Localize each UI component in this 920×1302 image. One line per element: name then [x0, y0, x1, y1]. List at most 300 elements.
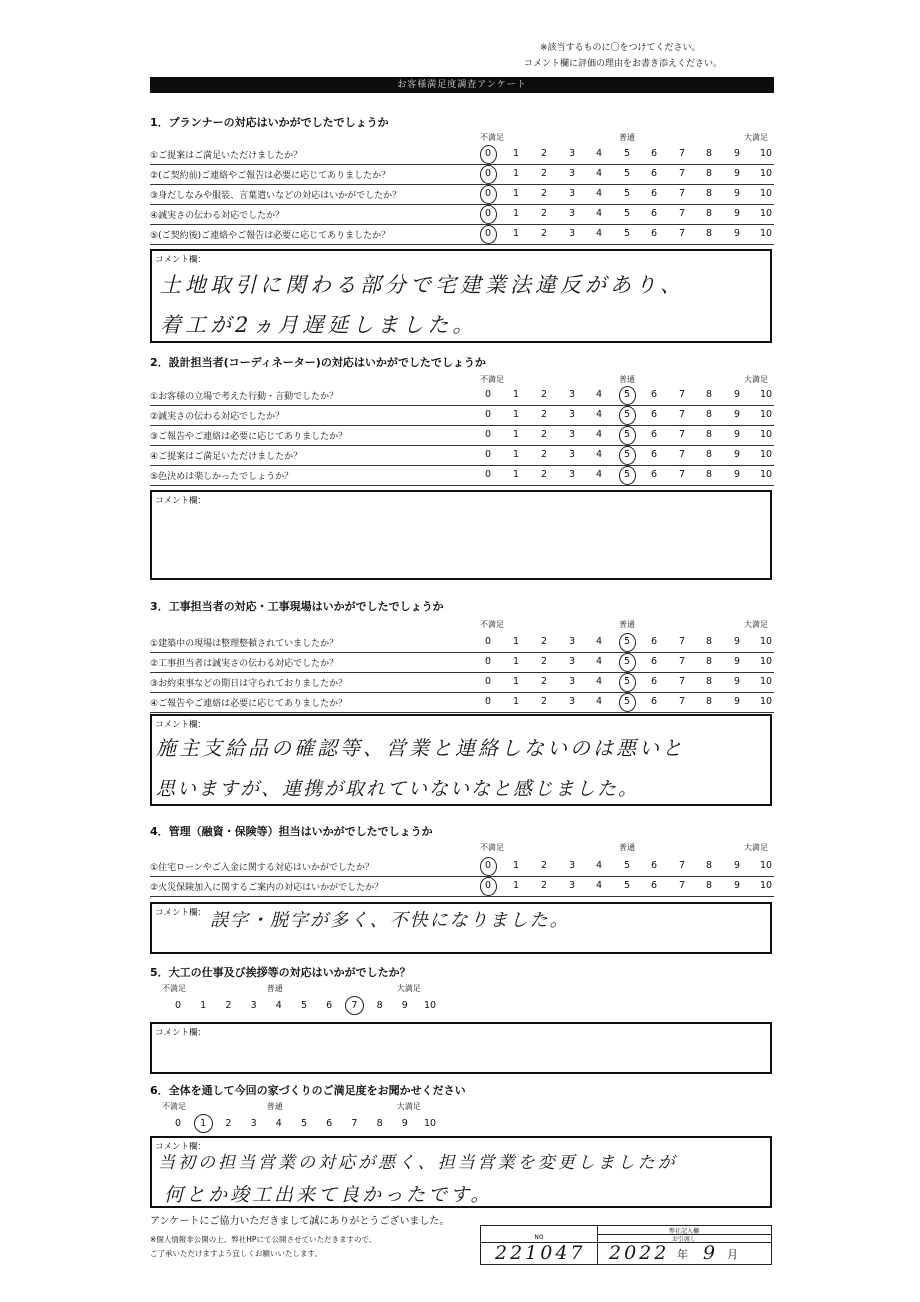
- rating-option[interactable]: 3: [250, 1000, 257, 1011]
- thanks-message: アンケートにご協力いただきまして誠にありがとうございました。: [150, 1216, 450, 1227]
- rating-option[interactable]: 6: [650, 389, 658, 400]
- rating-option[interactable]: 4: [595, 429, 603, 440]
- rating-option[interactable]: 1: [512, 148, 520, 159]
- rating-option[interactable]: 9: [733, 676, 741, 687]
- month-unit: 月: [727, 1248, 738, 1261]
- rating-option[interactable]: 1: [512, 208, 520, 219]
- rating-option[interactable]: 6: [326, 1000, 333, 1011]
- rating-option[interactable]: 5: [623, 188, 631, 199]
- rating-option[interactable]: 4: [595, 636, 603, 647]
- question-row: [150, 386, 774, 406]
- rating-option[interactable]: 7: [678, 389, 686, 400]
- scale-high-label: 大満足: [396, 984, 421, 993]
- rating-option[interactable]: 2: [540, 469, 548, 480]
- office-use-label: 弊社記入欄: [668, 1228, 699, 1235]
- rating-option[interactable]: 3: [568, 449, 576, 460]
- handover-year: 2022: [609, 1242, 670, 1264]
- rating-option[interactable]: 2: [540, 228, 548, 239]
- rating-option[interactable]: 1: [512, 188, 520, 199]
- section-3-comment-line-1: 施主支給品の確認等、営業と連絡しないのは悪いと: [156, 736, 685, 760]
- question-row: [150, 426, 774, 446]
- rating-option[interactable]: 2: [540, 636, 548, 647]
- rating-option[interactable]: 9: [733, 449, 741, 460]
- question-text: ①住宅ローンやご入金に関する対応はいかがでしたか？: [150, 863, 374, 873]
- rating-option[interactable]: 8: [705, 696, 713, 707]
- rating-option[interactable]: 8: [705, 188, 713, 199]
- scale-mid-label: 普通: [619, 843, 635, 852]
- scale-mid-label: 普通: [266, 984, 283, 993]
- rating-option[interactable]: 2: [540, 429, 548, 440]
- rating-option[interactable]: 5: [623, 860, 631, 871]
- comment-label: コメント欄：: [155, 1028, 207, 1038]
- office-use-box: [480, 1225, 772, 1265]
- selected-rating-circle: [619, 693, 636, 712]
- rating-option[interactable]: 1: [512, 168, 520, 179]
- rating-option[interactable]: 2: [540, 696, 548, 707]
- rating-option[interactable]: 3: [568, 656, 576, 667]
- rating-option[interactable]: 0: [484, 860, 492, 871]
- question-text: ⑤(ご契約後)ご連絡やご報告は必要に応じてありましたか？: [150, 231, 391, 241]
- rating-option[interactable]: 10: [759, 696, 773, 707]
- rating-option[interactable]: 8: [705, 449, 713, 460]
- question-text: ③ご報告やご連絡は必要に応じてありましたか？: [150, 432, 348, 442]
- rating-option[interactable]: 1: [512, 676, 520, 687]
- section-6-comment-line-1: 当初の担当営業の対応が悪く、担当営業を変更しましたが: [158, 1153, 678, 1173]
- rating-option[interactable]: 10: [759, 656, 773, 667]
- rating-option[interactable]: 7: [678, 409, 686, 420]
- rating-option[interactable]: 5: [623, 148, 631, 159]
- rating-option[interactable]: 8: [705, 409, 713, 420]
- rating-option[interactable]: 7: [678, 696, 686, 707]
- rating-option[interactable]: 8: [705, 656, 713, 667]
- rating-option[interactable]: 5: [623, 656, 631, 667]
- rating-option[interactable]: 1: [512, 389, 520, 400]
- rating-option[interactable]: 0: [484, 429, 492, 440]
- section-6-comment-box[interactable]: [150, 1136, 772, 1208]
- rating-option[interactable]: 2: [540, 860, 548, 871]
- privacy-note-2: ご了承いただけますよう宜しくお願いいたします。: [150, 1249, 322, 1258]
- rating-option[interactable]: 9: [733, 656, 741, 667]
- scale-mid-label: 普通: [619, 375, 635, 384]
- rating-option[interactable]: 10: [759, 409, 773, 420]
- comment-label: コメント欄：: [155, 496, 207, 506]
- rating-option[interactable]: 0: [484, 208, 492, 219]
- rating-option[interactable]: 2: [540, 449, 548, 460]
- rating-option[interactable]: 7: [678, 656, 686, 667]
- rating-option[interactable]: 7: [678, 860, 686, 871]
- rating-option[interactable]: 9: [733, 469, 741, 480]
- rating-option[interactable]: 4: [595, 148, 603, 159]
- rating-option[interactable]: 9: [733, 880, 741, 891]
- survey-title-banner: お客様満足度調査アンケート: [150, 77, 774, 93]
- rating-option[interactable]: 0: [484, 409, 492, 420]
- rating-option[interactable]: 5: [623, 389, 631, 400]
- rating-option[interactable]: 5: [300, 1000, 308, 1011]
- rating-option[interactable]: 6: [650, 469, 658, 480]
- rating-option[interactable]: 8: [705, 148, 713, 159]
- rating-option[interactable]: 8: [705, 880, 713, 891]
- rating-option[interactable]: 9: [733, 860, 741, 871]
- question-row: [150, 205, 774, 225]
- rating-option[interactable]: 7: [678, 188, 686, 199]
- rating-option[interactable]: 5: [623, 880, 631, 891]
- rating-option[interactable]: 10: [759, 168, 773, 179]
- section-4-comment-box[interactable]: [150, 902, 772, 954]
- rating-option[interactable]: 4: [595, 409, 603, 420]
- comment-label: コメント欄：: [155, 720, 207, 730]
- rating-option[interactable]: 9: [733, 168, 741, 179]
- rating-option[interactable]: 4: [595, 880, 603, 891]
- selected-rating-circle: [619, 466, 636, 485]
- section-1-comment-line-1: 土地取引に関わる部分で宅建業法違反があり、: [160, 273, 685, 297]
- selected-rating-circle: [480, 165, 497, 184]
- rating-option[interactable]: 1: [512, 696, 520, 707]
- rating-option[interactable]: 0: [174, 1000, 182, 1011]
- section-5-title: 5．大工の仕事及び挨拶等の対応はいかがでしたか？: [150, 966, 411, 979]
- rating-option[interactable]: 2: [540, 148, 548, 159]
- rating-option[interactable]: 4: [595, 469, 603, 480]
- question-row: [150, 673, 774, 693]
- rating-option[interactable]: 6: [650, 409, 658, 420]
- rating-option[interactable]: 6: [326, 1118, 333, 1129]
- rating-option[interactable]: 2: [225, 1000, 232, 1011]
- question-row: [150, 145, 774, 165]
- rating-option[interactable]: 10: [423, 1118, 437, 1129]
- rating-option[interactable]: 0: [484, 168, 492, 179]
- rating-option[interactable]: 10: [423, 1000, 437, 1011]
- rating-option[interactable]: 5: [623, 696, 631, 707]
- scale-low-label: 不満足: [480, 843, 504, 852]
- rating-option[interactable]: 7: [678, 449, 686, 460]
- selected-rating-circle: [194, 1114, 213, 1133]
- rating-option[interactable]: 2: [540, 389, 548, 400]
- rating-option[interactable]: 6: [650, 188, 658, 199]
- rating-option[interactable]: 7: [678, 469, 686, 480]
- question-text: ①お客様の立場で考えた行動・言動でしたか？: [150, 392, 339, 402]
- section-5-comment-box[interactable]: [150, 1022, 772, 1074]
- question-text: ①ご提案はご満足いただけましたか？: [150, 151, 303, 161]
- rating-option[interactable]: 10: [759, 469, 773, 480]
- rating-option[interactable]: 4: [595, 449, 603, 460]
- rating-option[interactable]: 8: [705, 860, 713, 871]
- rating-option[interactable]: 10: [759, 636, 773, 647]
- question-text: ②誠実さの伝わる対応でしたか？: [150, 412, 285, 422]
- rating-option[interactable]: 7: [678, 228, 686, 239]
- handover-label: お引渡し: [671, 1236, 696, 1243]
- question-text: ②火災保険加入に関するご案内の対応はいかがでしたか？: [150, 883, 384, 893]
- rating-option[interactable]: 6: [650, 656, 658, 667]
- rating-option[interactable]: 5: [623, 168, 631, 179]
- section-2-comment-box[interactable]: [150, 490, 772, 580]
- rating-option[interactable]: 2: [540, 188, 548, 199]
- rating-option[interactable]: 7: [678, 636, 686, 647]
- rating-option[interactable]: 4: [595, 676, 603, 687]
- rating-option[interactable]: 8: [705, 228, 713, 239]
- question-row: [150, 633, 774, 653]
- selected-rating-circle: [480, 225, 497, 244]
- scale-high-label: 大満足: [744, 620, 768, 629]
- selected-rating-circle: [480, 145, 497, 164]
- rating-option[interactable]: 9: [401, 1118, 408, 1129]
- selected-rating-circle: [619, 406, 636, 425]
- rating-option[interactable]: 6: [650, 860, 658, 871]
- rating-option[interactable]: 8: [705, 676, 713, 687]
- year-unit: 年: [677, 1248, 688, 1261]
- no-label: NO: [534, 1234, 544, 1241]
- rating-option[interactable]: 0: [484, 188, 492, 199]
- rating-option[interactable]: 7: [678, 676, 686, 687]
- rating-option[interactable]: 4: [275, 1000, 282, 1011]
- rating-option[interactable]: 6: [650, 676, 658, 687]
- question-text: ⑤色決めは楽しかったでしょうか？: [150, 472, 294, 482]
- rating-option[interactable]: 4: [595, 228, 603, 239]
- rating-option[interactable]: 3: [568, 168, 576, 179]
- rating-option[interactable]: 0: [484, 148, 492, 159]
- selected-rating-circle: [345, 996, 364, 1015]
- rating-option[interactable]: 9: [733, 429, 741, 440]
- rating-option[interactable]: 7: [351, 1000, 358, 1011]
- rating-option[interactable]: 1: [512, 636, 520, 647]
- scale-low-label: 不満足: [162, 1102, 186, 1111]
- section-1-comment-line-2: 着工が2ヵ月遅延しました。: [160, 313, 478, 337]
- section-1-comment-box[interactable]: [150, 249, 772, 343]
- rating-option[interactable]: 10: [759, 148, 773, 159]
- rating-option[interactable]: 10: [759, 208, 773, 219]
- rating-option[interactable]: 3: [568, 880, 576, 891]
- question-text: ④ご報告やご連絡は必要に応じてありましたか？: [150, 699, 348, 709]
- rating-option[interactable]: 3: [568, 860, 576, 871]
- rating-option[interactable]: 9: [733, 228, 741, 239]
- survey-number: 221047: [495, 1242, 586, 1264]
- rating-option[interactable]: 6: [650, 636, 658, 647]
- question-row: [150, 877, 774, 897]
- comment-label: コメント欄：: [155, 1142, 207, 1152]
- rating-option[interactable]: 1: [512, 429, 520, 440]
- rating-option[interactable]: 8: [705, 636, 713, 647]
- rating-option[interactable]: 5: [623, 429, 631, 440]
- question-text: ④誠実さの伝わる対応でしたか？: [150, 211, 285, 221]
- rating-option[interactable]: 2: [540, 208, 548, 219]
- rating-option[interactable]: 3: [250, 1118, 257, 1129]
- rating-option[interactable]: 7: [678, 429, 686, 440]
- rating-option[interactable]: 10: [759, 389, 773, 400]
- rating-option[interactable]: 0: [484, 389, 492, 400]
- scale-low-label: 不満足: [480, 375, 504, 384]
- rating-option[interactable]: 8: [705, 469, 713, 480]
- rating-option[interactable]: 7: [678, 148, 686, 159]
- rating-option[interactable]: 4: [595, 188, 603, 199]
- rating-option[interactable]: 8: [705, 168, 713, 179]
- rating-option[interactable]: 10: [759, 228, 773, 239]
- rating-option[interactable]: 10: [759, 860, 773, 871]
- rating-option[interactable]: 7: [351, 1118, 358, 1129]
- rating-option[interactable]: 0: [484, 880, 492, 891]
- rating-option[interactable]: 1: [200, 1118, 207, 1129]
- question-text: ②工事担当者は誠実さの伝わる対応でしたか？: [150, 659, 339, 669]
- rating-option[interactable]: 1: [512, 228, 520, 239]
- scale-high-label: 大満足: [396, 1102, 421, 1111]
- rating-option[interactable]: 0: [484, 449, 492, 460]
- rating-option[interactable]: 9: [733, 696, 741, 707]
- selected-rating-circle: [619, 673, 636, 692]
- rating-option[interactable]: 2: [540, 676, 548, 687]
- rating-option[interactable]: 2: [540, 656, 548, 667]
- comment-label: コメント欄：: [155, 255, 207, 265]
- section-4-comment-line-1: 誤字・脱字が多く、不快になりました。: [210, 910, 570, 931]
- instruction-note-1: ※該当するものに〇をつけてください。: [540, 43, 701, 53]
- scale-low-label: 不満足: [480, 133, 504, 142]
- rating-option[interactable]: 1: [512, 469, 520, 480]
- section-4-title: 4．管理（融資・保険等）担当はいかがでしたでしょうか: [150, 825, 433, 838]
- rating-option[interactable]: 3: [568, 676, 576, 687]
- rating-option[interactable]: 3: [568, 409, 576, 420]
- section-1-title: 1．プランナーの対応はいかがでしたでしょうか: [150, 116, 389, 129]
- question-text: ③お約束事などの期日は守られておりましたか？: [150, 679, 348, 689]
- rating-option[interactable]: 4: [595, 389, 603, 400]
- section-2-title: 2．設計担当者(コーディネーター)の対応はいかがでしたでしょうか: [150, 356, 486, 369]
- scale-low-label: 不満足: [480, 620, 504, 629]
- rating-option[interactable]: 2: [540, 168, 548, 179]
- rating-option[interactable]: 1: [512, 409, 520, 420]
- rating-option[interactable]: 9: [733, 389, 741, 400]
- rating-option[interactable]: 8: [705, 429, 713, 440]
- rating-option[interactable]: 4: [595, 860, 603, 871]
- rating-option[interactable]: 5: [623, 228, 631, 239]
- rating-option[interactable]: 10: [759, 188, 773, 199]
- question-row: [150, 185, 774, 205]
- rating-option[interactable]: 9: [733, 188, 741, 199]
- rating-option[interactable]: 1: [512, 880, 520, 891]
- question-text: ④ご提案はご満足いただけましたか？: [150, 452, 303, 462]
- rating-option[interactable]: 3: [568, 389, 576, 400]
- rating-option[interactable]: 8: [376, 1118, 383, 1129]
- rating-option[interactable]: 4: [595, 656, 603, 667]
- rating-option[interactable]: 0: [484, 636, 492, 647]
- rating-option[interactable]: 7: [678, 880, 686, 891]
- rating-option[interactable]: 6: [650, 228, 658, 239]
- rating-option[interactable]: 2: [225, 1118, 232, 1129]
- rating-option[interactable]: 1: [512, 860, 520, 871]
- rating-option[interactable]: 5: [623, 208, 631, 219]
- scale-mid-label: 普通: [266, 1102, 283, 1111]
- rating-option[interactable]: 6: [650, 449, 658, 460]
- rating-option[interactable]: 5: [623, 676, 631, 687]
- rating-option[interactable]: 0: [174, 1118, 182, 1129]
- rating-option[interactable]: 4: [595, 168, 603, 179]
- rating-option[interactable]: 5: [623, 409, 631, 420]
- rating-option[interactable]: 10: [759, 429, 773, 440]
- rating-option[interactable]: 10: [759, 449, 773, 460]
- section-3-comment-box[interactable]: [150, 714, 772, 806]
- rating-option[interactable]: 2: [540, 409, 548, 420]
- rating-option[interactable]: 5: [623, 469, 631, 480]
- rating-option[interactable]: 0: [484, 228, 492, 239]
- selected-rating-circle: [480, 205, 497, 224]
- rating-option[interactable]: 10: [759, 676, 773, 687]
- rating-option[interactable]: 9: [733, 148, 741, 159]
- rating-option[interactable]: 5: [623, 449, 631, 460]
- rating-option[interactable]: 2: [540, 880, 548, 891]
- question-row: [150, 406, 774, 426]
- rating-option[interactable]: 6: [650, 880, 658, 891]
- rating-option[interactable]: 8: [705, 389, 713, 400]
- question-row: [150, 225, 774, 245]
- rating-option[interactable]: 3: [568, 696, 576, 707]
- rating-option[interactable]: 0: [484, 469, 492, 480]
- privacy-note-1: ※個人情報非公開の上、弊社HPにて公開させていただきますので、: [150, 1235, 377, 1244]
- instruction-note-2: コメント欄に評価の理由をお書き添えください。: [524, 59, 723, 69]
- rating-option[interactable]: 0: [484, 696, 492, 707]
- selected-rating-circle: [619, 633, 636, 652]
- selected-rating-circle: [619, 446, 636, 465]
- rating-option[interactable]: 6: [650, 168, 658, 179]
- rating-option[interactable]: 10: [759, 880, 773, 891]
- section-3-title: 3．工事担当者の対応・工事現場はいかがでしたでしょうか: [150, 600, 444, 613]
- rating-option[interactable]: 6: [650, 148, 658, 159]
- rating-option[interactable]: 6: [650, 696, 658, 707]
- rating-option[interactable]: 1: [512, 449, 520, 460]
- selected-rating-circle: [480, 877, 497, 896]
- rating-option[interactable]: 4: [275, 1118, 282, 1129]
- rating-option[interactable]: 3: [568, 429, 576, 440]
- rating-option[interactable]: 9: [733, 409, 741, 420]
- scale-mid-label: 普通: [619, 620, 635, 629]
- rating-option[interactable]: 3: [568, 188, 576, 199]
- rating-option[interactable]: 5: [623, 636, 631, 647]
- question-row: [150, 446, 774, 466]
- question-text: ①建築中の現場は整理整頓されていましたか？: [150, 639, 339, 649]
- rating-option[interactable]: 9: [733, 636, 741, 647]
- rating-option[interactable]: 1: [200, 1000, 207, 1011]
- rating-option[interactable]: 6: [650, 208, 658, 219]
- selected-rating-circle: [480, 857, 497, 876]
- question-row: [150, 693, 774, 713]
- question-row: [150, 653, 774, 673]
- scale-high-label: 大満足: [744, 843, 768, 852]
- rating-option[interactable]: 8: [376, 1000, 383, 1011]
- selected-rating-circle: [480, 185, 497, 204]
- scale-low-label: 不満足: [162, 984, 186, 993]
- rating-option[interactable]: 7: [678, 168, 686, 179]
- rating-option[interactable]: 6: [650, 429, 658, 440]
- rating-option[interactable]: 3: [568, 469, 576, 480]
- rating-option[interactable]: 0: [484, 656, 492, 667]
- rating-option[interactable]: 3: [568, 208, 576, 219]
- rating-option[interactable]: 8: [705, 208, 713, 219]
- question-text: ③身だしなみや服装、言葉遣いなどの対応はいかがでしたか？: [150, 191, 402, 201]
- rating-option[interactable]: 4: [595, 208, 603, 219]
- selected-rating-circle: [619, 426, 636, 445]
- rating-option[interactable]: 7: [678, 208, 686, 219]
- section-6-comment-line-2: 何とか竣工出来て良かったです。: [164, 1184, 493, 1206]
- selected-rating-circle: [619, 653, 636, 672]
- comment-label: コメント欄：: [155, 908, 207, 918]
- question-row: [150, 165, 774, 185]
- rating-option[interactable]: 1: [512, 656, 520, 667]
- rating-option[interactable]: 3: [568, 636, 576, 647]
- rating-option[interactable]: 4: [595, 696, 603, 707]
- section-6-title: 6．全体を通して今回の家づくりのご満足度をお聞かせください: [150, 1084, 466, 1097]
- scale-mid-label: 普通: [619, 133, 635, 142]
- rating-option[interactable]: 3: [568, 148, 576, 159]
- rating-option[interactable]: 3: [568, 228, 576, 239]
- question-text: ②(ご契約前)ご連絡やご報告は必要に応じてありましたか？: [150, 171, 391, 181]
- rating-option[interactable]: 9: [401, 1000, 408, 1011]
- rating-option[interactable]: 5: [300, 1118, 308, 1129]
- rating-option[interactable]: 9: [733, 208, 741, 219]
- rating-option[interactable]: 0: [484, 676, 492, 687]
- handover-month: 9: [703, 1242, 720, 1264]
